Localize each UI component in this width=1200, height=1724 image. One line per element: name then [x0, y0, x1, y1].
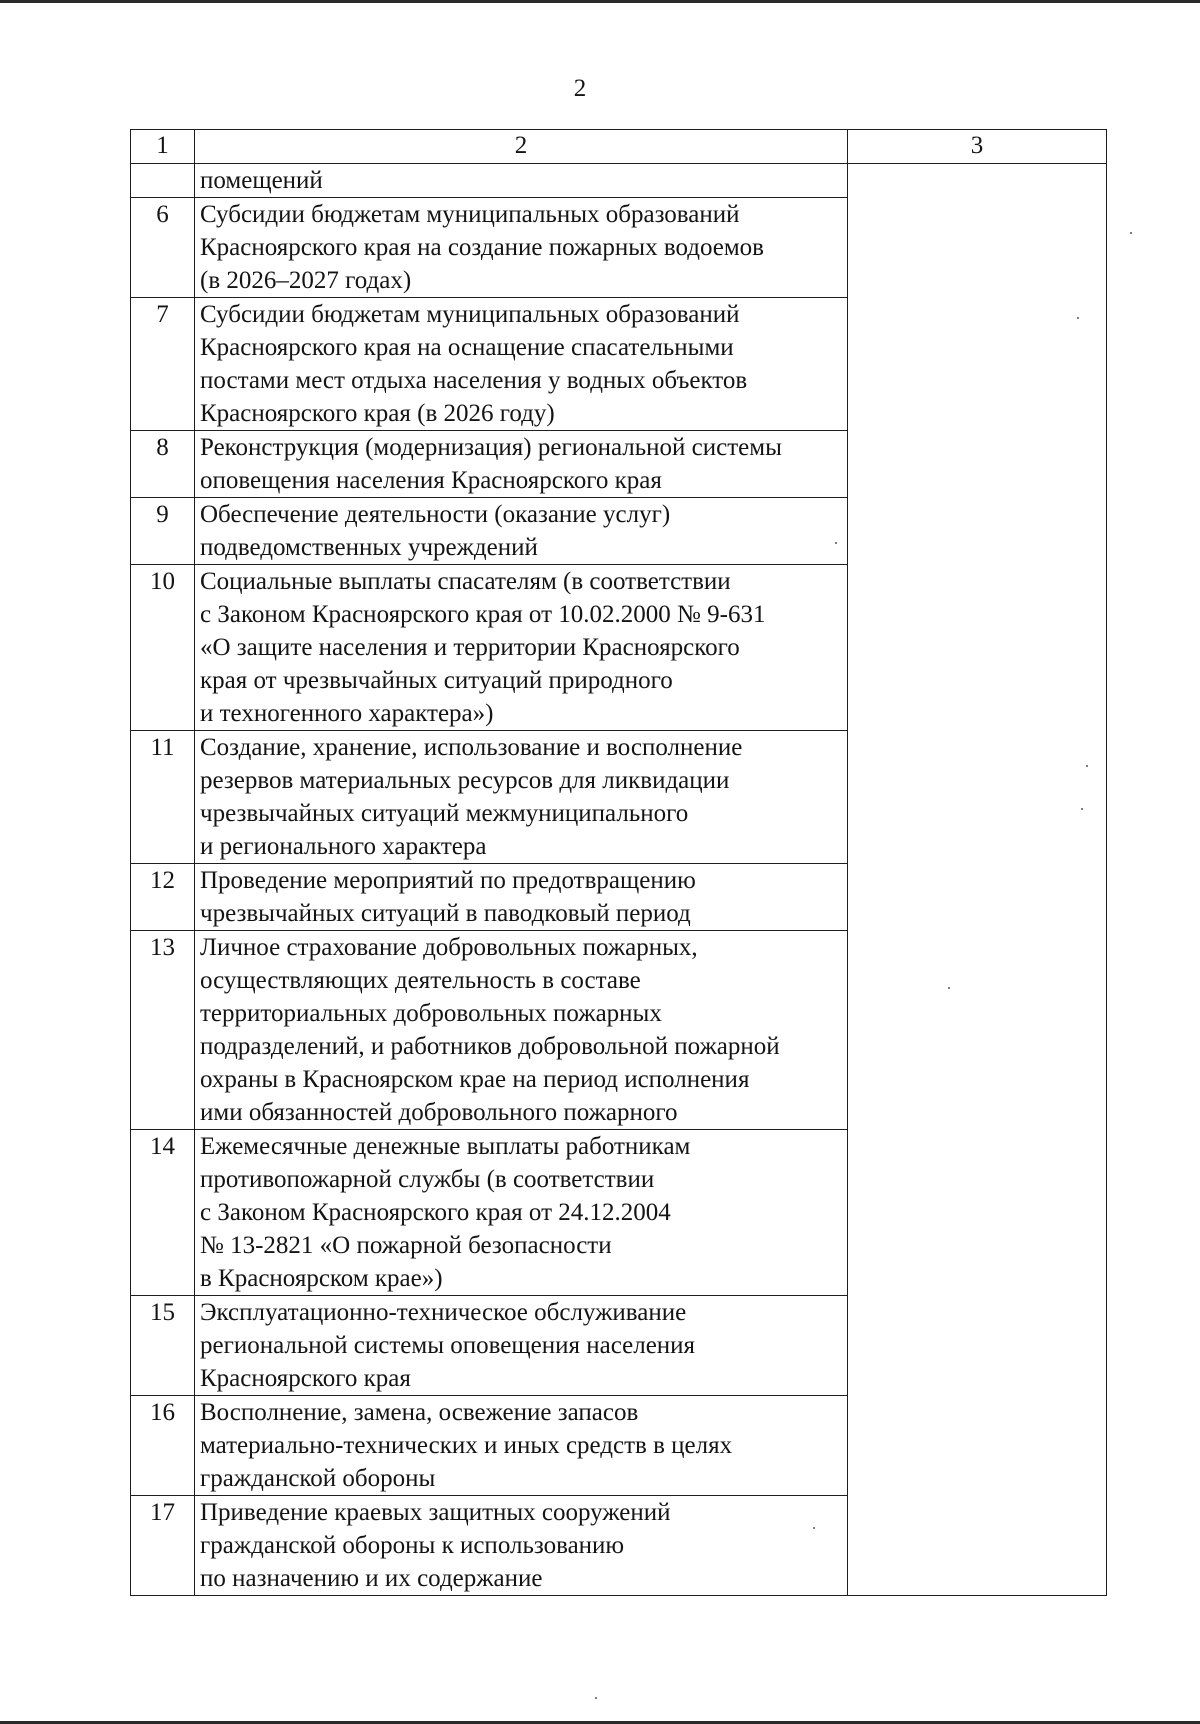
column-header-2: 2 — [195, 130, 848, 164]
table-header-row — [131, 130, 1107, 164]
row-number: 12 — [131, 864, 195, 931]
row-number: 8 — [131, 431, 195, 498]
row-description: Обеспечение деятельности (оказание услуг) подведомственных учреждений — [195, 498, 848, 565]
scan-speck — [948, 987, 950, 989]
table-row — [131, 164, 1107, 198]
row-description: Восполнение, замена, освежение запасов материально-технических и иных средств в целях гражданской обороны — [195, 1396, 848, 1496]
row-description: Личное страхование добровольных пожарных, осуществляющих деятельность в составе территориальных добровольных пожарных подразделений, и работников добровольной пожарной охраны в Красноярском крае на период исполнения ими обязанностей добровольного пожарного — [195, 931, 848, 1130]
row-description: Социальные выплаты спасателям (в соответствии с Законом Красноярского края от 10.02.2000 № 9-631 «О защите населения и территории Красноярского края от чрезвычайных ситуаций природного и техногенного характера») — [195, 565, 848, 731]
row-number: 10 — [131, 565, 195, 731]
row-description: Ежемесячные денежные выплаты работникам противопожарной службы (в соответствии с Законом Красноярского края от 24.12.2004 № 13-2821 «О пожарной безопасности в Красноярском крае») — [195, 1130, 848, 1296]
activities-table — [130, 129, 1107, 1596]
row-number: 16 — [131, 1396, 195, 1496]
scan-speck — [595, 1697, 597, 1699]
row-number — [131, 164, 195, 198]
row-description: помещений — [195, 164, 848, 198]
column-header-3: 3 — [848, 130, 1107, 164]
row-number: 13 — [131, 931, 195, 1130]
row-description: Создание, хранение, использование и восполнение резервов материальных ресурсов для ликвидации чрезвычайных ситуаций межмуниципального и регионального характера — [195, 731, 848, 864]
row-description: Субсидии бюджетам муниципальных образований Красноярского края на оснащение спасательными постами мест отдыха населения у водных объектов Красноярского края (в 2026 году) — [195, 298, 848, 431]
column-header-1: 1 — [131, 130, 195, 164]
scan-speck — [1081, 808, 1083, 810]
row-number: 7 — [131, 298, 195, 431]
scan-speck — [1077, 317, 1079, 319]
row-description: Реконструкция (модернизация) региональной системы оповещения населения Красноярского края — [195, 431, 848, 498]
scan-top-edge — [0, 0, 1200, 3]
row-number: 15 — [131, 1296, 195, 1396]
scan-speck — [835, 542, 837, 544]
row-number: 9 — [131, 498, 195, 565]
scan-speck — [1086, 765, 1088, 767]
scan-speck — [813, 1527, 815, 1529]
row-description: Приведение краевых защитных сооружений гражданской обороны к использованию по назначению и их содержание — [195, 1496, 848, 1596]
row-number: 17 — [131, 1496, 195, 1596]
row-number: 11 — [131, 731, 195, 864]
page-number: 2 — [573, 75, 587, 102]
row-number: 14 — [131, 1130, 195, 1296]
row-description: Эксплуатационно-техническое обслуживание региональной системы оповещения населения Красноярского края — [195, 1296, 848, 1396]
scan-speck — [1130, 232, 1132, 234]
table-body — [131, 164, 1107, 1596]
column-3-cell — [848, 164, 1107, 1596]
row-number: 6 — [131, 198, 195, 298]
row-description: Проведение мероприятий по предотвращению чрезвычайных ситуаций в паводковый период — [195, 864, 848, 931]
row-description: Субсидии бюджетам муниципальных образований Красноярского края на создание пожарных водоемов (в 2026–2027 годах) — [195, 198, 848, 298]
